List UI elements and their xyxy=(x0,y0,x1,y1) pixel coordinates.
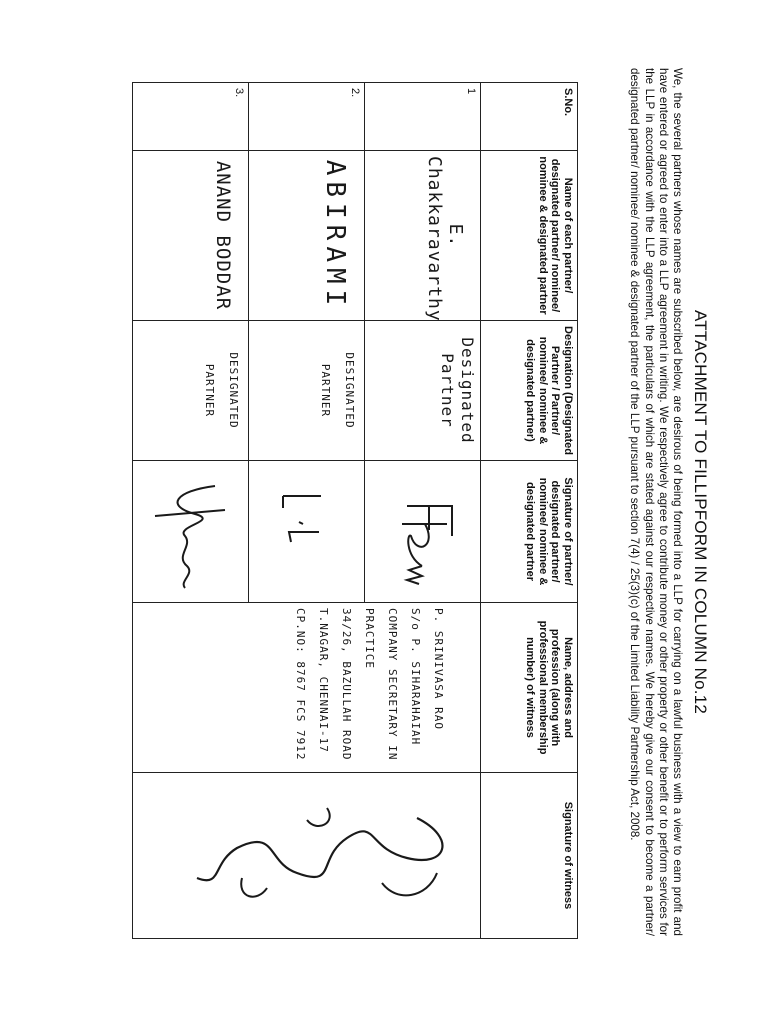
header-designation: Designation (Designated Partner / Partner/ nominee/ nominee & designated partner) xyxy=(481,321,578,461)
partners-table xyxy=(132,82,578,939)
designation-line-2: PARTNER xyxy=(319,363,332,418)
witness-signature xyxy=(133,773,481,939)
designation-line-1: Designated xyxy=(458,337,477,444)
partner-name: ANAND BODDAR xyxy=(133,151,249,321)
table-header-row xyxy=(481,83,578,939)
header-witness-signature: Signature of witness xyxy=(481,773,578,939)
designation-line-2: PARTNER xyxy=(203,363,216,418)
partner-signature xyxy=(365,461,481,603)
row-sno: 1 xyxy=(365,83,481,151)
designation-line-1: DESIGNATED xyxy=(343,352,356,429)
partner-designation xyxy=(133,321,249,461)
header-name: Name of each partner/ designated partner/ nominee/ nominee & designated partner xyxy=(481,151,578,321)
witness-line-3: COMPANY SECRETARY IN PRACTICE xyxy=(363,608,399,761)
partner-signature xyxy=(133,461,249,603)
partner-name: ABIRAMI xyxy=(249,151,365,321)
witness-line-5: T.NAGAR, CHENNAI-17 xyxy=(317,608,330,753)
witness-line-6: CP.NO: 8767 FCS 7912 xyxy=(294,608,307,761)
row-sno: 2. xyxy=(249,83,365,151)
partner-signature-1-image xyxy=(377,466,477,596)
partner-designation xyxy=(365,321,481,461)
designation-line-2: Partner xyxy=(438,353,457,428)
header-sno: S.No. xyxy=(481,83,578,151)
witness-line-1: P. SRINIVASA RAO xyxy=(432,608,445,730)
header-witness: Name, address and profession (along with professional membership number) of witness xyxy=(481,603,578,773)
partner-signature-3-image xyxy=(145,466,245,596)
witness-details xyxy=(133,603,481,773)
partner-signature-2-image xyxy=(261,466,361,596)
header-signature: Signature of partner/ designated partner/ nominee/ nominee & designated partner xyxy=(481,461,578,603)
witness-line-2: S/o P. SIHARAHAIAH xyxy=(409,608,422,746)
table-row xyxy=(365,83,481,939)
intro-paragraph: We, the several partners whose names are subscribed below, are desirous of being formed into a LLP for carrying on a lawful business with a view to earn profit and have entered or agreed to enter into a LLP agreement in writing. We respectively agree to contribute money or other property or other benefit or to perform services for the LLP in accordance with the LLP agreement, the particulars of which are stated against our respective names. We hereby give our consent to become a partner/ designated partner/ nominee/ nominee & designated partner of the LLP pursuant to section 7(4) / 25(3)(c) of the Limited Liability Partnership Act, 2008. xyxy=(628,68,684,936)
partner-name: E. Chakkaravarthy xyxy=(365,151,481,321)
witness-line-4: 34/26, BAZULLAH ROAD xyxy=(340,608,353,761)
designation-line-1: DESIGNATED xyxy=(227,352,240,429)
witness-signature-image xyxy=(177,778,477,928)
partner-signature xyxy=(249,461,365,603)
partner-designation xyxy=(249,321,365,461)
row-sno: 3. xyxy=(133,83,249,151)
document-title: ATTACHMENT TO FILLIPFORM IN COLUMN No.12 xyxy=(691,309,710,715)
